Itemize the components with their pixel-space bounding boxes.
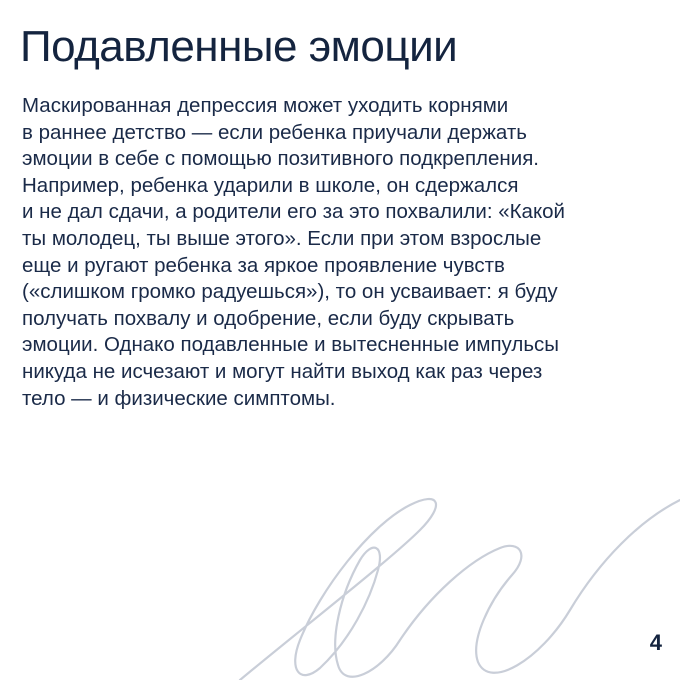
flourish-stroke: [240, 499, 680, 680]
body-line: («слишком громко радуешься»), то он усваивает: я буду: [22, 280, 558, 304]
body-line: эмоции в себе с помощью позитивного подкрепления.: [22, 147, 539, 171]
body-line: Например, ребенка ударили в школе, он сдержался: [22, 173, 519, 197]
body-line: Маскированная депрессия может уходить корнями: [22, 94, 509, 117]
body-line: ты молодец, ты выше этого». Если при этом взрослые: [22, 226, 542, 250]
body-line: еще и ругают ребенка за яркое проявление чувств: [22, 253, 505, 277]
body-line: никуда не исчезают и могут найти выход как раз через: [22, 359, 543, 383]
page-number: 4: [649, 630, 662, 655]
body-paragraph: [22, 93, 662, 412]
body-line: и не дал сдачи, а родители его за это похвалили: «Какой: [22, 200, 565, 224]
body-line: эмоции. Однако подавленные и вытесненные импульсы: [22, 333, 559, 357]
body-line: тело — и физические симптомы.: [22, 386, 336, 410]
body-line: в раннее детство — если ребенка приучали держать: [22, 120, 527, 144]
body-line: получать похвалу и одобрение, если буду скрывать: [22, 306, 515, 330]
page-title: Подавленные эмоции: [20, 22, 458, 71]
